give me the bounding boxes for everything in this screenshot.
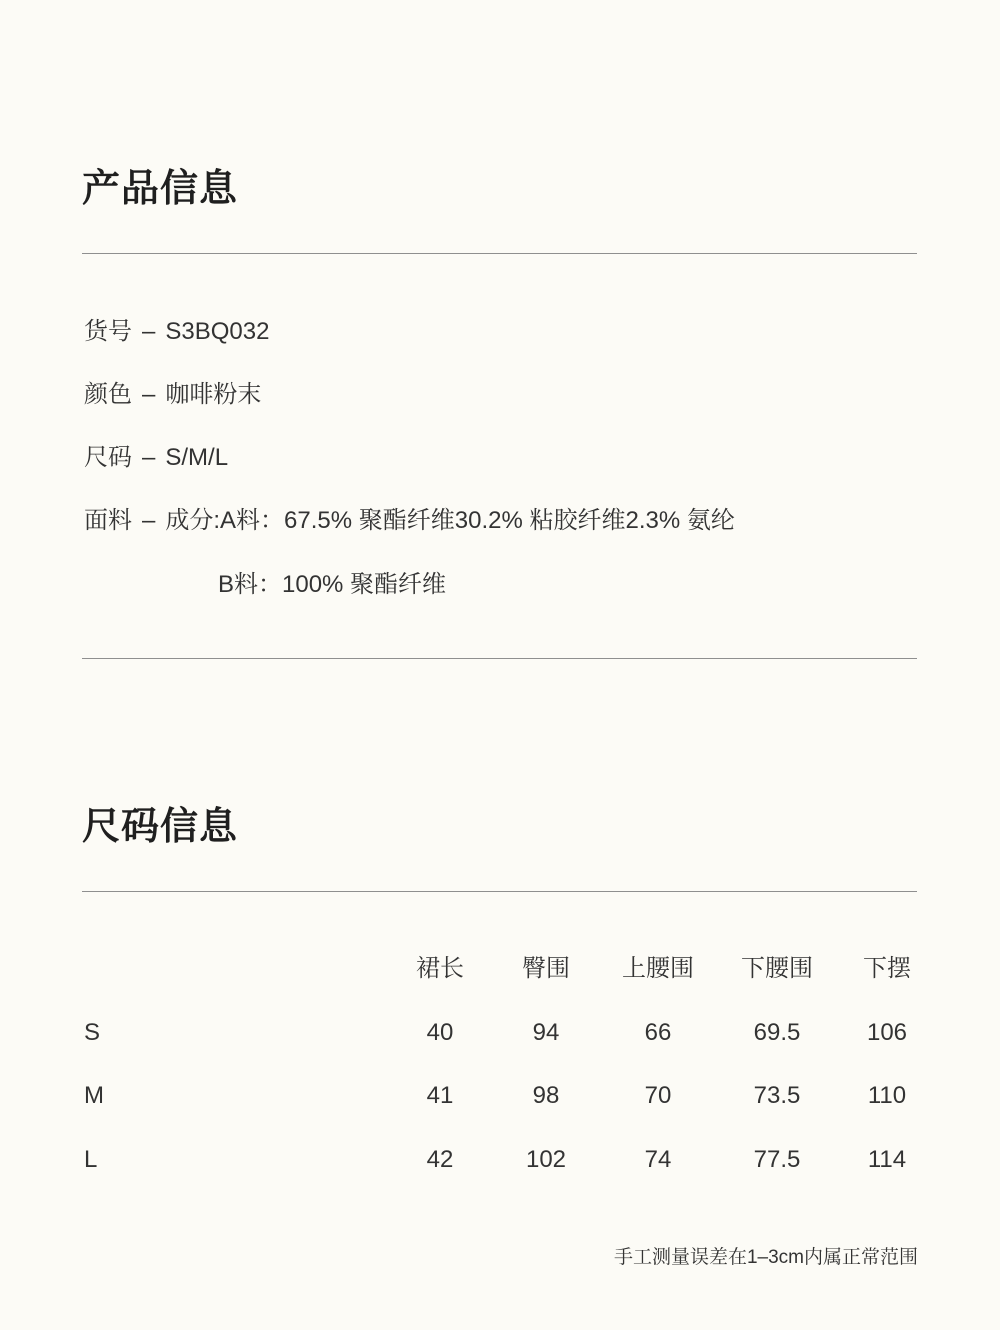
size-label: M [84, 1082, 104, 1109]
info-separator: – [142, 381, 156, 408]
table-cell: 40 [426, 1018, 454, 1046]
table-cell: 74 [644, 1145, 672, 1173]
header-cell-upper-waist: 上腰围 [622, 955, 694, 982]
info-label: 尺码 [84, 444, 132, 471]
header-cell-lower-waist: 下腰围 [741, 955, 813, 982]
product-info-top-divider [82, 253, 917, 254]
table-row [82, 1077, 917, 1141]
size-table-header-row [82, 950, 917, 1014]
size-label: L [84, 1145, 98, 1173]
table-cell: 77.5 [753, 1145, 801, 1173]
table-cell: 41 [426, 1082, 454, 1109]
table-cell: 70 [644, 1082, 672, 1109]
info-row-size [84, 446, 228, 470]
table-cell: 73.5 [753, 1082, 801, 1109]
table-cell: 42 [426, 1145, 454, 1173]
info-label: 颜色 [84, 381, 132, 408]
info-label: 货号 [84, 318, 132, 345]
info-value: 成分:A料：67.5% 聚酯纤维30.2% 粘胶纤维2.3% 氨纶 [165, 507, 735, 534]
info-value: 咖啡粉末 [165, 381, 262, 408]
size-info-divider [82, 891, 917, 892]
info-separator: – [142, 507, 156, 534]
table-cell: 102 [525, 1145, 567, 1173]
table-cell: 106 [866, 1018, 908, 1046]
info-fabric-continuation: B料：100% 聚酯纤维 [218, 571, 447, 598]
table-cell: 110 [867, 1082, 907, 1109]
info-value: S3BQ032 [165, 318, 270, 345]
info-row-sku [84, 320, 269, 344]
table-cell: 94 [532, 1018, 560, 1046]
info-row-fabric [84, 509, 735, 533]
size-info-title: 尺码信息 [82, 806, 239, 848]
info-value: S/M/L [165, 444, 229, 471]
table-row [82, 1141, 917, 1205]
info-separator: – [142, 318, 156, 345]
size-label: S [84, 1018, 101, 1046]
info-label: 面料 [84, 507, 132, 534]
product-info-bottom-divider [82, 658, 917, 659]
header-cell-hip: 臀围 [522, 955, 570, 982]
info-separator: – [142, 444, 156, 471]
info-row-color [84, 383, 261, 407]
header-cell-hem: 下摆 [863, 955, 911, 982]
size-table [82, 950, 917, 1204]
table-row [82, 1014, 917, 1078]
table-cell: 66 [644, 1018, 672, 1046]
table-cell: 114 [867, 1145, 907, 1173]
table-cell: 69.5 [753, 1018, 801, 1046]
header-cell-skirt-length: 裙长 [416, 955, 464, 982]
table-cell: 98 [532, 1082, 560, 1109]
product-info-title: 产品信息 [82, 168, 239, 210]
measurement-footnote: 手工测量误差在1–3cm内属正常范围 [613, 1247, 918, 1268]
